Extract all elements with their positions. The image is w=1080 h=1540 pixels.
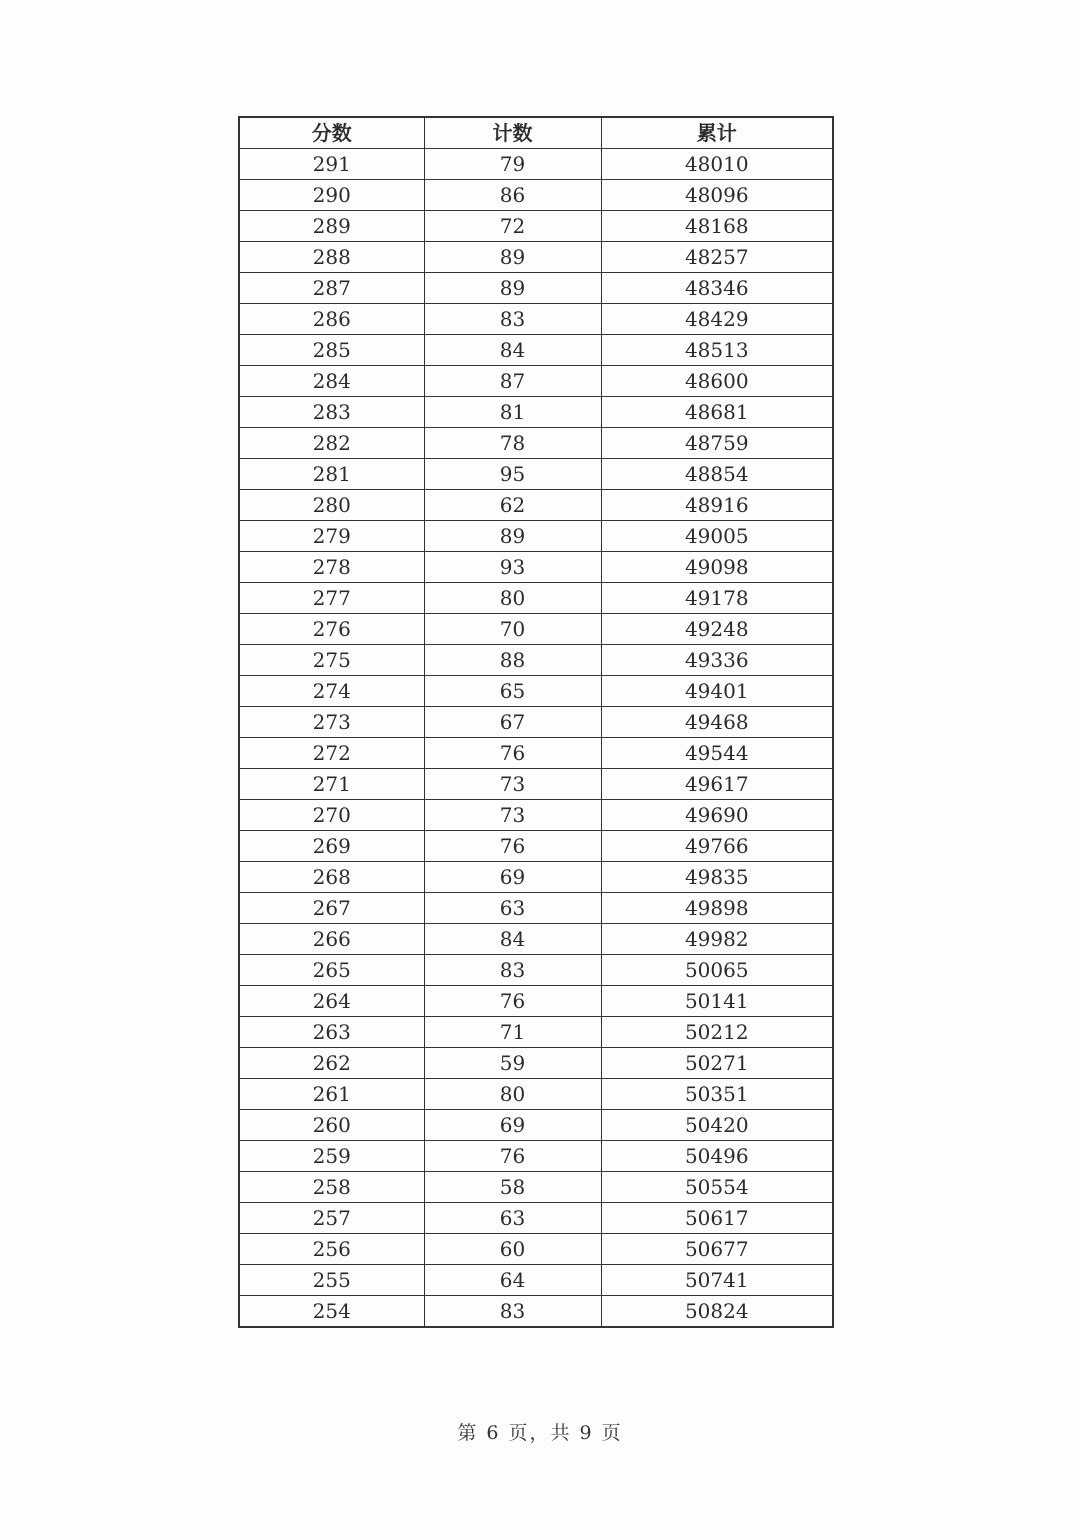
cumulative-cell: 50741 (601, 1265, 833, 1296)
score-cell: 262 (239, 1048, 424, 1079)
cumulative-cell: 48600 (601, 366, 833, 397)
score-cell: 272 (239, 738, 424, 769)
count-cell: 89 (424, 242, 601, 273)
score-cell: 274 (239, 676, 424, 707)
cumulative-cell: 48168 (601, 211, 833, 242)
count-cell: 58 (424, 1172, 601, 1203)
table-row (239, 521, 833, 552)
count-cell: 76 (424, 986, 601, 1017)
header-count: 计数 (424, 117, 601, 149)
cumulative-cell: 49336 (601, 645, 833, 676)
table-row (239, 335, 833, 366)
score-cell: 256 (239, 1234, 424, 1265)
score-cell: 269 (239, 831, 424, 862)
count-cell: 69 (424, 862, 601, 893)
count-cell: 89 (424, 273, 601, 304)
count-cell: 80 (424, 1079, 601, 1110)
table-row (239, 862, 833, 893)
score-cell: 278 (239, 552, 424, 583)
cumulative-cell: 48681 (601, 397, 833, 428)
score-cell: 279 (239, 521, 424, 552)
count-cell: 88 (424, 645, 601, 676)
count-cell: 76 (424, 1141, 601, 1172)
count-cell: 83 (424, 1296, 601, 1328)
count-cell: 67 (424, 707, 601, 738)
cumulative-cell: 48429 (601, 304, 833, 335)
table-row (239, 397, 833, 428)
score-cell: 273 (239, 707, 424, 738)
table-row (239, 800, 833, 831)
count-cell: 84 (424, 924, 601, 955)
score-cell: 283 (239, 397, 424, 428)
score-cell: 268 (239, 862, 424, 893)
table-row (239, 149, 833, 180)
table-row (239, 273, 833, 304)
cumulative-cell: 48513 (601, 335, 833, 366)
table-row (239, 304, 833, 335)
table-row (239, 459, 833, 490)
score-cell: 276 (239, 614, 424, 645)
cumulative-cell: 50496 (601, 1141, 833, 1172)
table-row (239, 1079, 833, 1110)
score-cell: 290 (239, 180, 424, 211)
score-cell: 263 (239, 1017, 424, 1048)
count-cell: 95 (424, 459, 601, 490)
score-cell: 291 (239, 149, 424, 180)
table-row (239, 1048, 833, 1079)
count-cell: 78 (424, 428, 601, 459)
count-cell: 83 (424, 955, 601, 986)
count-cell: 60 (424, 1234, 601, 1265)
table-row (239, 490, 833, 521)
score-cell: 267 (239, 893, 424, 924)
count-cell: 76 (424, 738, 601, 769)
count-cell: 73 (424, 800, 601, 831)
score-cell: 270 (239, 800, 424, 831)
table-row (239, 1203, 833, 1234)
table-row (239, 366, 833, 397)
cumulative-cell: 49690 (601, 800, 833, 831)
table-row (239, 180, 833, 211)
table-row (239, 1265, 833, 1296)
score-cell: 275 (239, 645, 424, 676)
score-cell: 288 (239, 242, 424, 273)
score-cell: 257 (239, 1203, 424, 1234)
count-cell: 89 (424, 521, 601, 552)
count-cell: 87 (424, 366, 601, 397)
cumulative-cell: 48854 (601, 459, 833, 490)
score-cell: 280 (239, 490, 424, 521)
score-cell: 254 (239, 1296, 424, 1328)
cumulative-cell: 49898 (601, 893, 833, 924)
cumulative-cell: 49401 (601, 676, 833, 707)
cumulative-cell: 50824 (601, 1296, 833, 1328)
score-cell: 264 (239, 986, 424, 1017)
cumulative-cell: 50420 (601, 1110, 833, 1141)
count-cell: 83 (424, 304, 601, 335)
cumulative-cell: 49835 (601, 862, 833, 893)
count-cell: 64 (424, 1265, 601, 1296)
cumulative-cell: 48346 (601, 273, 833, 304)
table-row (239, 428, 833, 459)
score-cell: 259 (239, 1141, 424, 1172)
count-cell: 93 (424, 552, 601, 583)
score-cell: 285 (239, 335, 424, 366)
table-row (239, 676, 833, 707)
cumulative-cell: 49766 (601, 831, 833, 862)
count-cell: 86 (424, 180, 601, 211)
cumulative-cell: 48096 (601, 180, 833, 211)
count-cell: 84 (424, 335, 601, 366)
table-row (239, 1017, 833, 1048)
count-cell: 63 (424, 1203, 601, 1234)
table-row (239, 955, 833, 986)
count-cell: 65 (424, 676, 601, 707)
score-cell: 286 (239, 304, 424, 335)
table-row (239, 645, 833, 676)
cumulative-cell: 49248 (601, 614, 833, 645)
count-cell: 81 (424, 397, 601, 428)
cumulative-cell: 50617 (601, 1203, 833, 1234)
table-row (239, 211, 833, 242)
score-cell: 289 (239, 211, 424, 242)
cumulative-cell: 50351 (601, 1079, 833, 1110)
score-cell: 277 (239, 583, 424, 614)
score-cell: 258 (239, 1172, 424, 1203)
table-row (239, 242, 833, 273)
cumulative-cell: 49468 (601, 707, 833, 738)
table-row (239, 583, 833, 614)
count-cell: 72 (424, 211, 601, 242)
table-body (239, 149, 833, 1328)
page-number-footer: 第 6 页，共 9 页 (457, 1422, 623, 1444)
score-cell: 271 (239, 769, 424, 800)
table-row (239, 1172, 833, 1203)
count-cell: 63 (424, 893, 601, 924)
table-row (239, 831, 833, 862)
score-cell: 261 (239, 1079, 424, 1110)
table-row (239, 986, 833, 1017)
table-row (239, 893, 833, 924)
table-row (239, 1110, 833, 1141)
score-cell: 266 (239, 924, 424, 955)
count-cell: 76 (424, 831, 601, 862)
cumulative-cell: 50141 (601, 986, 833, 1017)
header-score: 分数 (239, 117, 424, 149)
cumulative-cell: 48759 (601, 428, 833, 459)
count-cell: 80 (424, 583, 601, 614)
score-cell: 287 (239, 273, 424, 304)
cumulative-cell: 49178 (601, 583, 833, 614)
cumulative-cell: 49617 (601, 769, 833, 800)
cumulative-cell: 48010 (601, 149, 833, 180)
cumulative-cell: 49005 (601, 521, 833, 552)
score-cell: 281 (239, 459, 424, 490)
count-cell: 59 (424, 1048, 601, 1079)
score-cell: 282 (239, 428, 424, 459)
table-row (239, 614, 833, 645)
table-row (239, 738, 833, 769)
score-distribution-table (238, 116, 834, 1328)
table-header-row (239, 117, 833, 149)
cumulative-cell: 48916 (601, 490, 833, 521)
cumulative-cell: 50677 (601, 1234, 833, 1265)
count-cell: 62 (424, 490, 601, 521)
score-cell: 284 (239, 366, 424, 397)
cumulative-cell: 50554 (601, 1172, 833, 1203)
count-cell: 70 (424, 614, 601, 645)
cumulative-cell: 50212 (601, 1017, 833, 1048)
score-cell: 265 (239, 955, 424, 986)
table-row (239, 769, 833, 800)
table-row (239, 924, 833, 955)
score-cell: 255 (239, 1265, 424, 1296)
header-cumulative: 累计 (601, 117, 833, 149)
table-row (239, 1141, 833, 1172)
cumulative-cell: 49544 (601, 738, 833, 769)
cumulative-cell: 49982 (601, 924, 833, 955)
table-row (239, 1296, 833, 1328)
count-cell: 69 (424, 1110, 601, 1141)
score-cell: 260 (239, 1110, 424, 1141)
table-row (239, 552, 833, 583)
cumulative-cell: 48257 (601, 242, 833, 273)
count-cell: 73 (424, 769, 601, 800)
count-cell: 79 (424, 149, 601, 180)
count-cell: 71 (424, 1017, 601, 1048)
table-row (239, 1234, 833, 1265)
cumulative-cell: 50065 (601, 955, 833, 986)
cumulative-cell: 49098 (601, 552, 833, 583)
table-row (239, 707, 833, 738)
cumulative-cell: 50271 (601, 1048, 833, 1079)
